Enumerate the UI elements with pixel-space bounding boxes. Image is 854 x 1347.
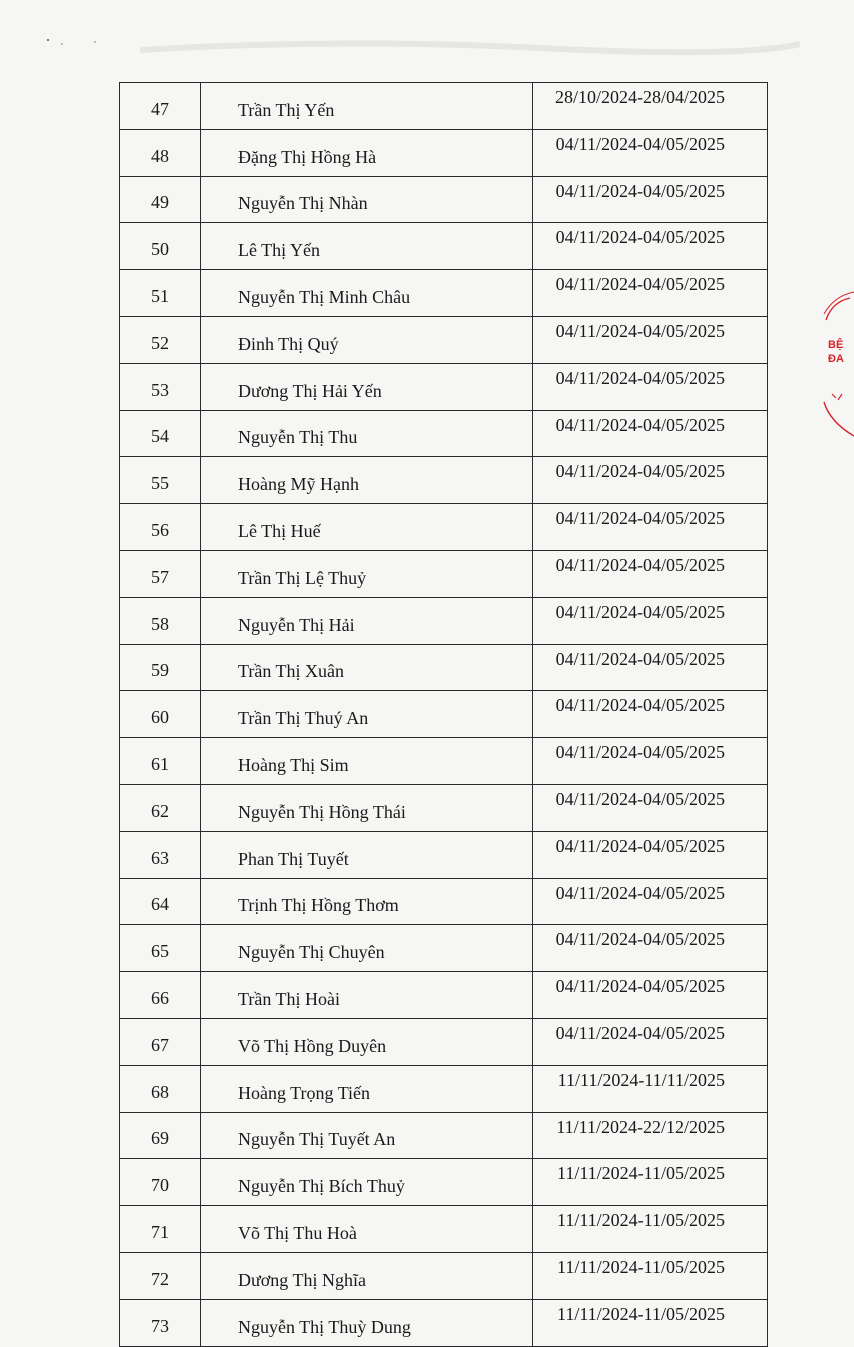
employee-name: Trần Thị Hoài <box>201 972 533 1019</box>
table-row <box>120 925 768 972</box>
table-row <box>120 1206 768 1253</box>
contract-period: 04/11/2024-04/05/2025 <box>533 223 768 270</box>
table-row <box>120 504 768 551</box>
row-number: 65 <box>120 925 201 972</box>
table-row <box>120 129 768 176</box>
table-row <box>120 83 768 130</box>
contract-period: 04/11/2024-04/05/2025 <box>533 410 768 457</box>
table-row <box>120 223 768 270</box>
contract-period: 04/11/2024-04/05/2025 <box>533 972 768 1019</box>
row-number: 52 <box>120 316 201 363</box>
contract-period: 04/11/2024-04/05/2025 <box>533 644 768 691</box>
employee-name: Dương Thị Nghĩa <box>201 1252 533 1299</box>
table-row <box>120 457 768 504</box>
stamp-text-1: BỆ <box>828 339 844 351</box>
contract-period: 04/11/2024-04/05/2025 <box>533 691 768 738</box>
table-row <box>120 316 768 363</box>
table-row <box>120 738 768 785</box>
employee-name: Hoàng Mỹ Hạnh <box>201 457 533 504</box>
contract-period: 04/11/2024-04/05/2025 <box>533 550 768 597</box>
contract-period: 04/11/2024-04/05/2025 <box>533 925 768 972</box>
employee-name: Trần Thị Yến <box>201 83 533 130</box>
employee-name: Hoàng Thị Sim <box>201 738 533 785</box>
employee-name: Nguyễn Thị Minh Châu <box>201 270 533 317</box>
contract-period: 04/11/2024-04/05/2025 <box>533 457 768 504</box>
row-number: 54 <box>120 410 201 457</box>
contract-period: 11/11/2024-11/05/2025 <box>533 1299 768 1346</box>
contract-period: 04/11/2024-04/05/2025 <box>533 504 768 551</box>
table-row <box>120 878 768 925</box>
row-number: 71 <box>120 1206 201 1253</box>
staff-table-body <box>120 83 768 1347</box>
contract-period: 11/11/2024-11/05/2025 <box>533 1206 768 1253</box>
table-row <box>120 1159 768 1206</box>
contract-period: 04/11/2024-04/05/2025 <box>533 831 768 878</box>
employee-name: Nguyễn Thị Bích Thuỷ <box>201 1159 533 1206</box>
table-row <box>120 784 768 831</box>
row-number: 48 <box>120 129 201 176</box>
contract-period: 11/11/2024-11/05/2025 <box>533 1252 768 1299</box>
contract-period: 11/11/2024-11/11/2025 <box>533 1065 768 1112</box>
row-number: 73 <box>120 1299 201 1346</box>
employee-name: Nguyễn Thị Thu <box>201 410 533 457</box>
row-number: 57 <box>120 550 201 597</box>
contract-period: 04/11/2024-04/05/2025 <box>533 1018 768 1065</box>
row-number: 69 <box>120 1112 201 1159</box>
employee-name: Dương Thị Hải Yến <box>201 363 533 410</box>
table-row <box>120 1018 768 1065</box>
employee-name: Lê Thị Huế <box>201 504 533 551</box>
table-row <box>120 691 768 738</box>
employee-name: Đặng Thị Hồng Hà <box>201 129 533 176</box>
row-number: 55 <box>120 457 201 504</box>
row-number: 72 <box>120 1252 201 1299</box>
row-number: 50 <box>120 223 201 270</box>
employee-name: Đinh Thị Quý <box>201 316 533 363</box>
employee-name: Trần Thị Thuý An <box>201 691 533 738</box>
contract-period: 11/11/2024-22/12/2025 <box>533 1112 768 1159</box>
row-number: 64 <box>120 878 201 925</box>
table-row <box>120 1065 768 1112</box>
row-number: 62 <box>120 784 201 831</box>
table-row <box>120 972 768 1019</box>
contract-period: 04/11/2024-04/05/2025 <box>533 176 768 223</box>
employee-name: Trịnh Thị Hồng Thơm <box>201 878 533 925</box>
row-number: 70 <box>120 1159 201 1206</box>
table-row <box>120 644 768 691</box>
stamp-text-2: ĐA <box>828 353 844 365</box>
table-row <box>120 363 768 410</box>
employee-name: Nguyễn Thị Nhàn <box>201 176 533 223</box>
red-stamp-fragment <box>820 290 854 440</box>
row-number: 63 <box>120 831 201 878</box>
contract-period: 04/11/2024-04/05/2025 <box>533 878 768 925</box>
row-number: 56 <box>120 504 201 551</box>
employee-name: Trần Thị Lệ Thuỷ <box>201 550 533 597</box>
employee-name: Nguyễn Thị Hải <box>201 597 533 644</box>
employee-name: Võ Thị Thu Hoà <box>201 1206 533 1253</box>
row-number: 53 <box>120 363 201 410</box>
table-row <box>120 176 768 223</box>
employee-name: Nguyễn Thị Hồng Thái <box>201 784 533 831</box>
employee-name: Nguyễn Thị Chuyên <box>201 925 533 972</box>
table-row <box>120 270 768 317</box>
row-number: 58 <box>120 597 201 644</box>
table-row <box>120 597 768 644</box>
employee-name: Võ Thị Hồng Duyên <box>201 1018 533 1065</box>
staff-table <box>119 82 768 1347</box>
row-number: 60 <box>120 691 201 738</box>
employee-name: Lê Thị Yến <box>201 223 533 270</box>
table-row <box>120 1252 768 1299</box>
contract-period: 11/11/2024-11/05/2025 <box>533 1159 768 1206</box>
contract-period: 28/10/2024-28/04/2025 <box>533 83 768 130</box>
row-number: 66 <box>120 972 201 1019</box>
table-row <box>120 1112 768 1159</box>
table-row <box>120 831 768 878</box>
employee-name: Phan Thị Tuyết <box>201 831 533 878</box>
contract-period: 04/11/2024-04/05/2025 <box>533 784 768 831</box>
table-row <box>120 550 768 597</box>
employee-name: Nguyễn Thị Tuyết An <box>201 1112 533 1159</box>
employee-name: Hoàng Trọng Tiến <box>201 1065 533 1112</box>
row-number: 68 <box>120 1065 201 1112</box>
contract-period: 04/11/2024-04/05/2025 <box>533 738 768 785</box>
contract-period: 04/11/2024-04/05/2025 <box>533 597 768 644</box>
row-number: 61 <box>120 738 201 785</box>
employee-name: Nguyễn Thị Thuỳ Dung <box>201 1299 533 1346</box>
row-number: 47 <box>120 83 201 130</box>
row-number: 67 <box>120 1018 201 1065</box>
table-row <box>120 410 768 457</box>
contract-period: 04/11/2024-04/05/2025 <box>533 316 768 363</box>
contract-period: 04/11/2024-04/05/2025 <box>533 129 768 176</box>
row-number: 51 <box>120 270 201 317</box>
table-row <box>120 1299 768 1346</box>
contract-period: 04/11/2024-04/05/2025 <box>533 270 768 317</box>
employee-name: Trần Thị Xuân <box>201 644 533 691</box>
row-number: 59 <box>120 644 201 691</box>
row-number: 49 <box>120 176 201 223</box>
bleed-through-marks <box>40 30 800 70</box>
contract-period: 04/11/2024-04/05/2025 <box>533 363 768 410</box>
